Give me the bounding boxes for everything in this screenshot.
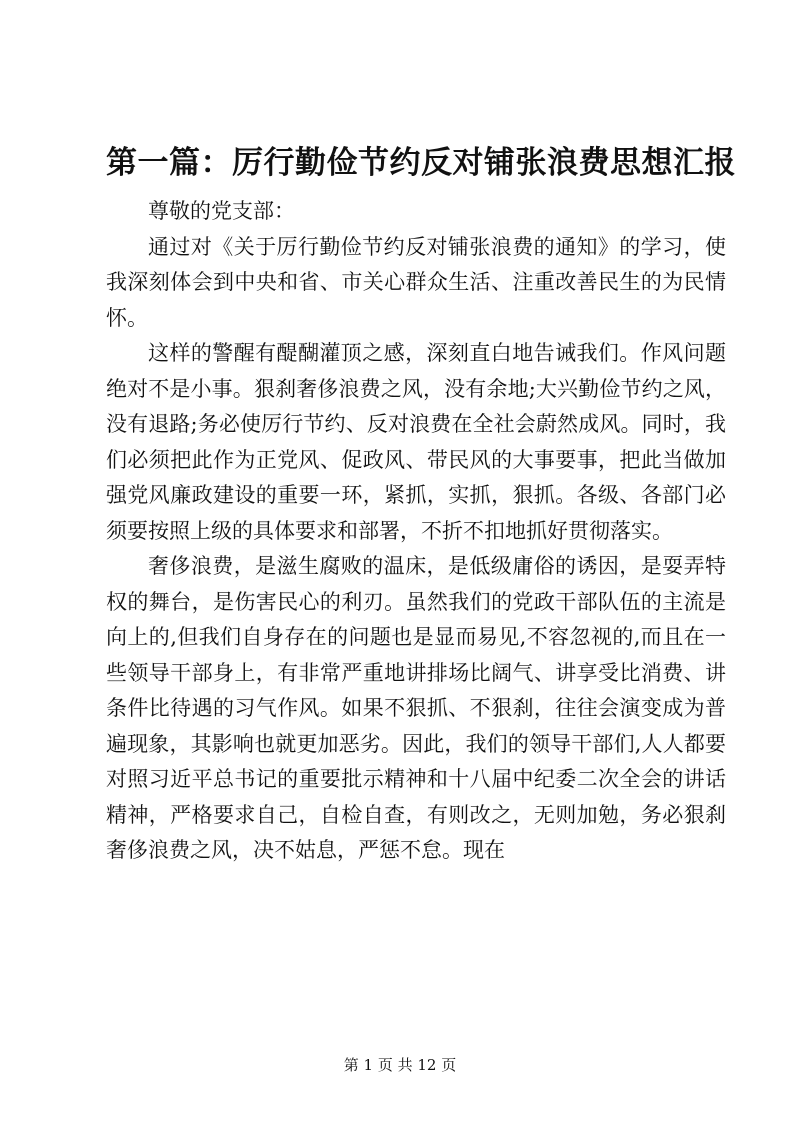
paragraph-1: 通过对《关于厉行勤俭节约反对铺张浪费的通知》的学习，使我深刻体会到中央和省、市关心群众生活、注重改善民生的为民情怀。: [106, 234, 726, 330]
salutation: 尊敬的党支部：: [148, 199, 295, 223]
paragraph-2: 这样的警醒有醍醐灌顶之感，深刻直白地告诫我们。作风问题绝对不是小事。狠刹奢侈浪费之风，没有余地;大兴勤俭节约之风，没有退路;务必使厉行节约、反对浪费在全社会蔚然成风。同时，我们必须把此作为正党风、促政风、带民风的大事要事，把此当做加强党风廉政建设的重要一环，紧抓，实抓，狠抓。各级、各部门必须要按照上级的具体要求和部署，不折不扣地抓好贯彻落实。: [106, 341, 726, 543]
document-body: [106, 194, 726, 869]
paragraph-3: 奢侈浪费，是滋生腐败的温床，是低级庸俗的诱因，是耍弄特权的舞台，是伤害民心的利刃。虽然我们的党政干部队伍的主流是向上的,但我们自身存在的问题也是显而易见,不容忽视的,而且在一些领导干部身上，有非常严重地讲排场比阔气、讲享受比消费、讲条件比待遇的习气作风。如果不狠抓、不狠刹，往往会演变成为普遍现象，其影响也就更加恶劣。因此，我们的领导干部们,人人都要对照习近平总书记的重要批示精神和十八届中纪委二次全会的讲话精神，严格要求自己，自检自查，有则改之，无则加勉，务必狠刹奢侈浪费之风，决不姑息，严惩不怠。现在: [106, 554, 726, 862]
document-title: 第一篇：厉行勤俭节约反对铺张浪费思想汇报: [106, 145, 736, 181]
page-footer: 第 1 页 共 12 页: [343, 1056, 457, 1074]
